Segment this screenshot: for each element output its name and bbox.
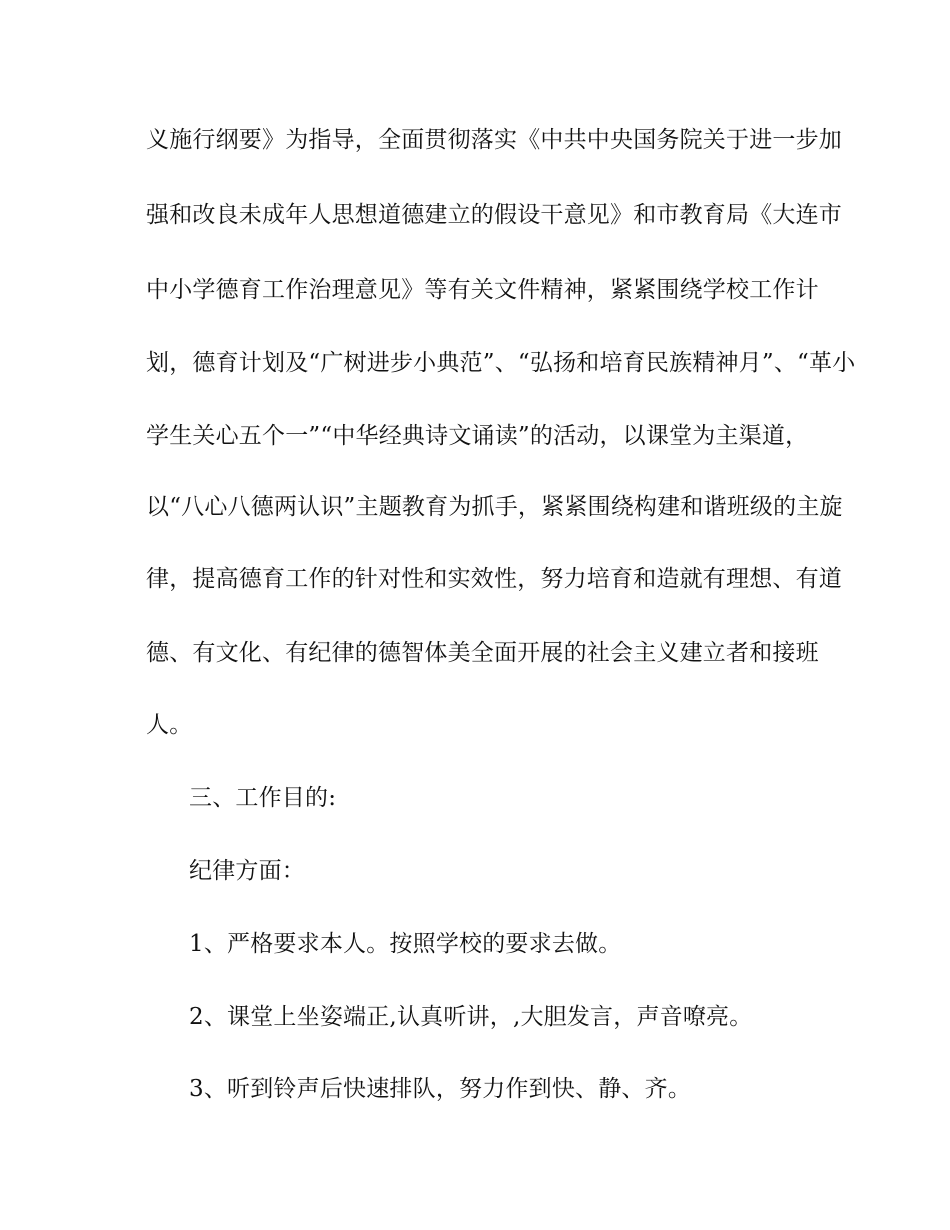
paragraph-line: 人。 <box>146 712 193 738</box>
paragraph-line: 以“八心八德两认识”主题教育为抓手，紧紧围绕构建和谐班级的主旋 <box>146 494 843 520</box>
paragraph-line: 德、有文化、有纪律的德智体美全面开展的社会主义建立者和接班 <box>146 640 819 666</box>
sub-heading: 纪律方面： <box>189 858 305 884</box>
list-item: 2、课堂上坐姿端正,认真听讲，,大胆发言，声音嘹亮。 <box>189 1004 753 1030</box>
paragraph-line: 义施行纲要》为指导，全面贯彻落实《中共中央国务院关于进一步加 <box>146 127 842 153</box>
paragraph-line: 中小学德育工作治理意见》等有关文件精神，紧紧围绕学校工作计 <box>146 277 819 303</box>
list-item: 1、严格要求本人。按照学校的要求去做。 <box>189 931 622 957</box>
paragraph-line: 律，提高德育工作的针对性和实效性，努力培育和造就有理想、有道 <box>146 566 842 592</box>
paragraph-line: 学生关心五个一”“中华经典诗文诵读”的活动，以课堂为主渠道， <box>146 423 809 449</box>
paragraph-line: 划，德育计划及“广树进步小典范”、“弘扬和培育民族精神月”、“革小 <box>146 350 856 376</box>
list-item: 3、听到铃声后快速排队，努力作到快、静、齐。 <box>189 1076 692 1102</box>
paragraph-line: 强和改良未成年人思想道德建立的假设干意见》和市教育局《大连市 <box>146 202 842 228</box>
section-heading: 三、工作目的: <box>189 785 337 811</box>
